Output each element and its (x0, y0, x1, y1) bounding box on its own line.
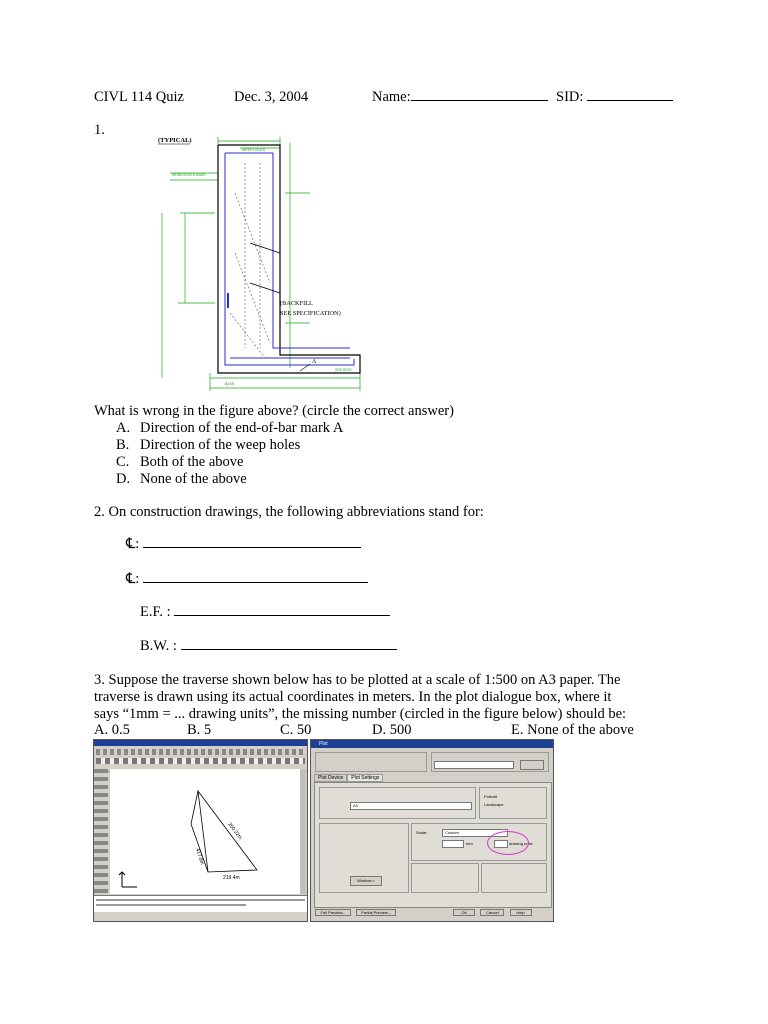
cad-tool-palette (94, 769, 108, 894)
plot-tabs[interactable] (314, 774, 383, 782)
cad-status-bar (94, 912, 307, 921)
plot-offset-group (411, 863, 479, 893)
plot-area-group (319, 823, 409, 893)
q1-option-c[interactable] (116, 454, 343, 471)
answer-blank[interactable] (181, 649, 397, 650)
page-setup-group (431, 752, 549, 772)
option-letter: B. (116, 437, 130, 453)
name-blank[interactable] (411, 100, 548, 101)
tab-plot-settings[interactable]: Plot Settings (347, 774, 383, 782)
scale-select[interactable]: Custom (442, 829, 508, 837)
ok-button[interactable]: OK (453, 909, 475, 916)
traverse-dim-1: 250.22m (226, 821, 243, 841)
q1-number: 1. (94, 122, 105, 138)
q1-question: What is wrong in the figure above? (circle the correct answer) (94, 403, 454, 419)
scale-label: Scale: (416, 830, 428, 835)
name-field[interactable] (372, 89, 548, 106)
q1-option-a[interactable] (116, 420, 343, 437)
cad-drawing-area (110, 769, 300, 894)
q3-line-1: 3. Suppose the traverse shown below has to be plotted at a scale of 1:500 on A3 paper. The (94, 672, 621, 688)
orientation-group (479, 787, 547, 819)
q1-option-d[interactable] (116, 471, 343, 488)
sid-field[interactable] (556, 89, 673, 106)
option-letter: C. (116, 454, 130, 470)
option-letter: D. (116, 471, 131, 487)
sid-label: SID: (556, 89, 584, 105)
traverse-dim-2: 417.8m (194, 847, 205, 866)
traverse-dim-3: 219.4m (223, 875, 240, 881)
cad-command-line[interactable] (94, 895, 307, 912)
sid-blank[interactable] (587, 100, 673, 101)
retaining-wall-figure (150, 133, 395, 393)
cad-window-screenshot (93, 739, 308, 922)
abbr-label: E.F. : (140, 604, 171, 620)
spec-label: SEE SPECIFICATION) (280, 310, 341, 317)
q2-question: 2. On construction drawings, the following abbreviations stand for: (94, 504, 484, 520)
q3-line-2: traverse is drawn using its actual coordinates in meters. In the plot dialogue box, where it (94, 689, 612, 705)
paper-size-group (319, 787, 476, 819)
mark-a-label: A (312, 359, 317, 365)
name-label: Name: (372, 89, 411, 105)
plot-dialog-screenshot (310, 739, 554, 922)
q3-option-e[interactable]: E. None of the above (511, 722, 634, 738)
q3-line-3: says “1mm = ... drawing units”, the missing number (circled in the figure below) should be: (94, 706, 627, 722)
q2-item-3[interactable] (140, 604, 390, 621)
q2-item-4[interactable] (140, 638, 397, 655)
answer-blank[interactable] (143, 582, 368, 583)
drawing-units-label: drawing units (509, 841, 533, 846)
window-button[interactable]: Window < (350, 876, 382, 886)
abbr-label: ℄: (126, 536, 140, 552)
help-button[interactable]: Help (510, 909, 532, 916)
backfill-label: (BACKFILL (280, 300, 313, 307)
partial-preview-button[interactable]: Partial Preview... (356, 909, 396, 916)
plot-dialog-buttons (315, 909, 532, 916)
layout-name-group (315, 752, 427, 772)
paper-size-select[interactable]: A3 (350, 802, 472, 810)
plot-options-group (481, 863, 547, 893)
full-preview-button[interactable]: Full Preview... (315, 909, 351, 916)
svg-text:WEEP HOLES: WEEP HOLES (242, 148, 266, 152)
landscape-option[interactable]: Landscape (484, 802, 504, 807)
q1-options (116, 420, 343, 488)
q3-option-a[interactable]: A. 0.5 (94, 722, 130, 738)
highlight-circle (487, 831, 529, 855)
option-letter: A. (116, 420, 131, 436)
option-text: Both of the above (140, 454, 244, 470)
q2-item-1[interactable] (126, 536, 361, 553)
abbr-label: ℄: (126, 571, 140, 587)
tab-plot-device[interactable]: Plot Device (314, 774, 347, 782)
q3-option-b[interactable]: B. 5 (187, 722, 212, 738)
course-title: CIVL 114 Quiz (94, 89, 184, 105)
q3-option-c[interactable]: C. 50 (280, 722, 312, 738)
svg-text:REINFORCED BARS: REINFORCED BARS (172, 173, 206, 177)
answer-blank[interactable] (174, 615, 390, 616)
mm-input[interactable] (442, 840, 464, 848)
quiz-date: Dec. 3, 2004 (234, 89, 309, 105)
option-text: Direction of the weep holes (140, 437, 301, 453)
portrait-option[interactable]: Portrait (484, 794, 497, 799)
plot-settings-panel (314, 782, 552, 908)
cad-scrollbar[interactable] (300, 769, 306, 894)
answer-blank[interactable] (143, 547, 361, 548)
q2-item-2[interactable] (126, 571, 368, 588)
q3-option-d[interactable]: D. 500 (372, 722, 412, 738)
option-text: None of the above (140, 471, 247, 487)
cancel-button[interactable]: Cancel (480, 909, 504, 916)
abbr-label: B.W. : (140, 638, 177, 654)
traverse-drawing (110, 769, 300, 894)
svg-text:BASE: BASE (225, 382, 235, 386)
q1-option-b[interactable] (116, 437, 343, 454)
mm-label: mm (466, 841, 473, 846)
plot-dialog-title: Plot (311, 740, 553, 748)
cad-titlebar (94, 740, 307, 746)
plot-scale-group (411, 823, 547, 861)
typical-label: (TYPICAL) (158, 137, 192, 144)
option-text: Direction of the end-of-bar mark A (140, 420, 344, 436)
svg-text:SEE SPEC: SEE SPEC (335, 368, 353, 372)
